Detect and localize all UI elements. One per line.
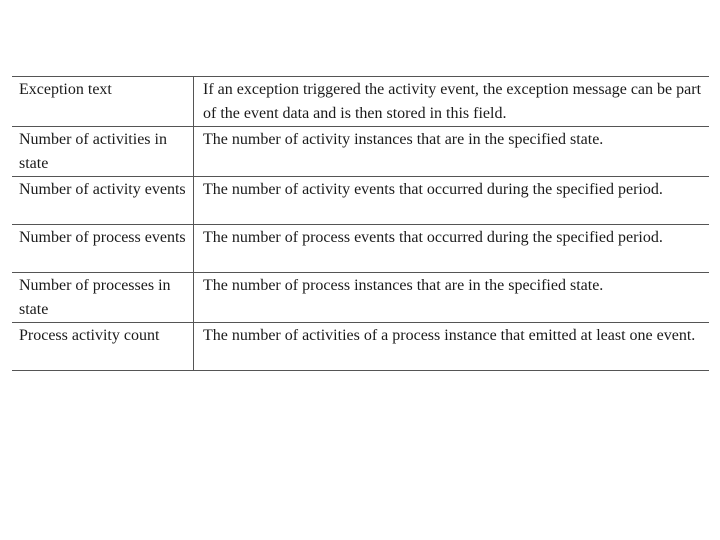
table-row — [12, 323, 709, 371]
table-row — [12, 177, 709, 225]
description-cell: The number of process instances that are in the specified state. — [194, 273, 710, 323]
table-row — [12, 273, 709, 323]
term-cell: Number of processes in state — [12, 273, 194, 323]
term-cell: Exception text — [12, 77, 194, 127]
description-cell: The number of activities of a process instance that emitted at least one event. — [194, 323, 710, 371]
term-cell: Process activity count — [12, 323, 194, 371]
table-row — [12, 225, 709, 273]
description-cell: The number of activity events that occurred during the specified period. — [194, 177, 710, 225]
definitions-table-container — [12, 76, 709, 371]
term-cell: Number of activities in state — [12, 127, 194, 177]
description-cell: The number of activity instances that are in the specified state. — [194, 127, 710, 177]
description-cell: The number of process events that occurred during the specified period. — [194, 225, 710, 273]
description-cell: If an exception triggered the activity event, the exception message can be part of the event data and is then stored in this field. — [194, 77, 710, 127]
table-row — [12, 127, 709, 177]
table-row — [12, 77, 709, 127]
definitions-table — [12, 76, 709, 371]
term-cell: Number of activity events — [12, 177, 194, 225]
term-cell: Number of process events — [12, 225, 194, 273]
